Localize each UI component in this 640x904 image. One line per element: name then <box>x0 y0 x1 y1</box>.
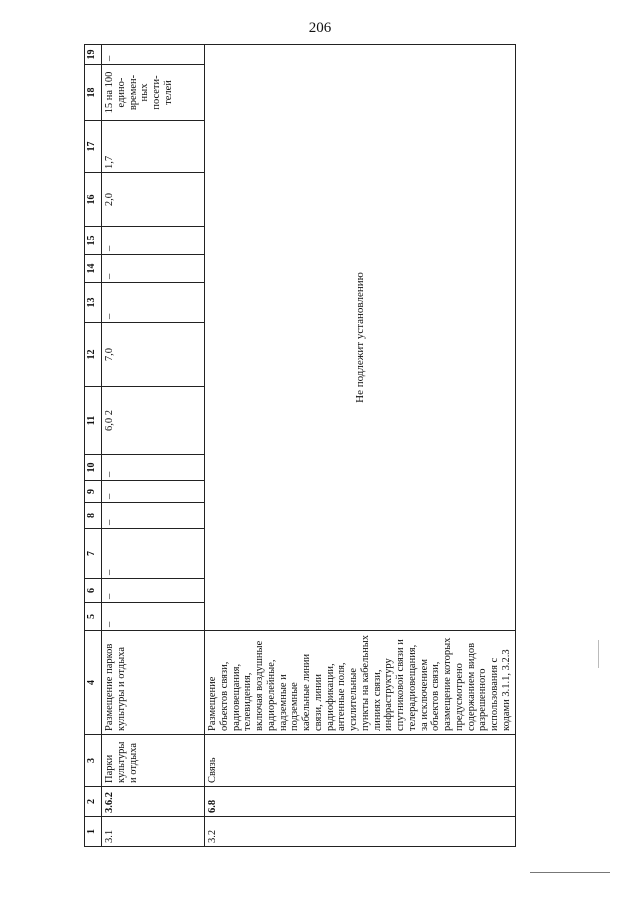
land-use-table <box>84 44 516 847</box>
col-number: 13 <box>85 283 102 323</box>
table-row <box>102 45 205 847</box>
col-number: 7 <box>85 529 102 579</box>
table-cell: – <box>102 45 205 65</box>
col-number: 1 <box>85 817 102 847</box>
table-cell: 15 на 100 едино-времен-ных посети-телей <box>102 65 205 121</box>
col-number: 5 <box>85 603 102 631</box>
row-number: 3.2 <box>205 817 516 847</box>
col-number: 3 <box>85 735 102 787</box>
col-number: 18 <box>85 65 102 121</box>
page-number: 206 <box>308 20 332 36</box>
use-description: Размещение парков культуры и отдыха <box>102 631 205 735</box>
col-number: 17 <box>85 121 102 173</box>
use-description: Размещение объектов связи, радиовещания, телевидения, включая воздушные радиорелейные, надземные и подземные кабельные линии связи, линии радиофикации, антенные поля, усилительные пункты на кабельных линиях связи, инфраструктуру спутниковой связи и телерадиовещания, за исключением объектов связи, размещение которых предусмотрено содержанием видов разрешенного использования с кодами 3.1.1, 3.2.3 <box>205 631 516 735</box>
col-number: 6 <box>85 579 102 603</box>
margin-mark <box>598 640 599 668</box>
col-number: 11 <box>85 387 102 455</box>
table-cell: – <box>102 227 205 255</box>
table-cell: – <box>102 603 205 631</box>
column-number-row <box>85 45 102 847</box>
col-number: 16 <box>85 173 102 227</box>
row-number: 3.1 <box>102 817 205 847</box>
table-cell: 1,7 <box>102 121 205 173</box>
col-number: 9 <box>85 481 102 503</box>
use-code: 3.6.2 <box>102 787 205 817</box>
col-number: 12 <box>85 323 102 387</box>
col-number: 15 <box>85 227 102 255</box>
table-cell: – <box>102 529 205 579</box>
use-name: Связь <box>205 735 516 787</box>
table-cell: 6,0 2 <box>102 387 205 455</box>
table-cell: – <box>102 481 205 503</box>
col-number: 2 <box>85 787 102 817</box>
col-number: 8 <box>85 503 102 529</box>
table-cell: 2,0 <box>102 173 205 227</box>
col-number: 10 <box>85 455 102 481</box>
use-code: 6.8 <box>205 787 516 817</box>
col-number: 19 <box>85 45 102 65</box>
table-cell: 7,0 <box>102 323 205 387</box>
table-cell: – <box>102 579 205 603</box>
footer-line <box>530 872 610 873</box>
table-row <box>205 45 516 847</box>
table-cell: – <box>102 455 205 481</box>
use-name: Парки культуры и отдыха <box>102 735 205 787</box>
table-cell: – <box>102 255 205 283</box>
table-cell: – <box>102 503 205 529</box>
col-number: 4 <box>85 631 102 735</box>
merged-cell-not-established: Не подлежит установлению <box>205 45 516 631</box>
col-number: 14 <box>85 255 102 283</box>
rotated-table-container <box>84 49 512 847</box>
table-cell: – <box>102 283 205 323</box>
